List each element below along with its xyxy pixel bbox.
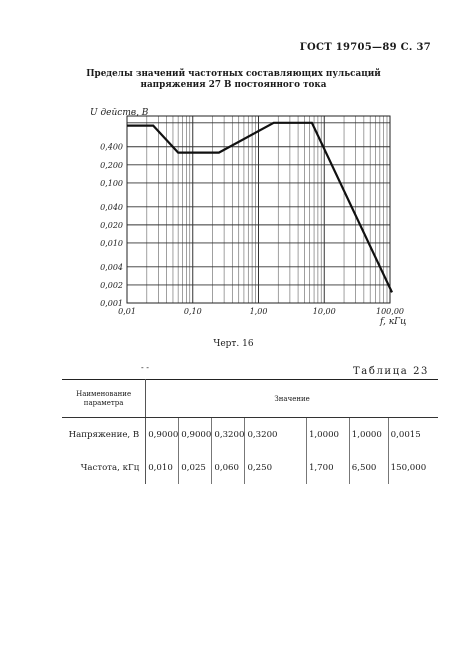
table-cell: 0,3200 (212, 418, 245, 452)
x-tick-labels (118, 307, 404, 316)
table-cell: 0,3200 (245, 418, 307, 452)
x-axis-label: f, кГц (380, 317, 407, 327)
y-tick-label: 0,020 (100, 220, 123, 230)
table-cell: 1,0000 (306, 418, 349, 452)
ripple-limit-chart (0, 0, 467, 330)
table-number: Таблица 23 (353, 366, 429, 377)
table-header-row (62, 380, 438, 418)
x-tick-label: 1,00 (249, 307, 268, 316)
y-tick-label: 0,100 (100, 178, 123, 188)
chart-title-line-2: напряжения 27 В постоянного тока (140, 80, 327, 90)
x-tick-label: 100,00 (376, 307, 404, 316)
table-cell: 1,700 (306, 451, 349, 484)
y-tick-labels (100, 143, 123, 308)
x-tick-label: 10,00 (312, 307, 336, 316)
table-cell: 0,0015 (390, 429, 421, 440)
row-label-frequency: Частота, кГц (62, 451, 146, 484)
y-tick-label: 0,010 (100, 238, 123, 248)
table-row (62, 418, 438, 452)
y-tick-label: 0,400 (100, 142, 123, 152)
y-tick-label: 0,004 (100, 262, 123, 272)
values-table (62, 379, 438, 484)
document-reference: ГОСТ 19705—89 С. 37 (299, 42, 431, 53)
figure-caption: Черт. 16 (213, 339, 254, 349)
x-tick-label: 0,10 (183, 307, 202, 316)
y-tick-label: 0,002 (100, 280, 123, 290)
table-cell: 6,500 (349, 451, 388, 484)
param-header: Наименование параметра (62, 380, 146, 418)
y-tick-label: 0,001 (100, 299, 123, 308)
x-tick-label: 0,01 (118, 307, 136, 316)
table-cell: 0,9000 (146, 418, 179, 452)
row-label-voltage: Напряжение, В (62, 418, 146, 452)
dash-mark: - - (141, 363, 149, 372)
table-cell: 0,250 (245, 451, 307, 484)
y-tick-label: 0,200 (100, 160, 123, 170)
value-header: Значение (146, 380, 438, 418)
table-cell: 150,000 (390, 462, 427, 473)
table-cell: 1,0000 (349, 418, 388, 452)
chart-title-line-1: Пределы значений частотных составляющих пульсаций (86, 69, 381, 79)
y-tick-label: 0,040 (100, 202, 123, 212)
table-row (62, 451, 438, 484)
table-cell: 0,010 (146, 451, 179, 484)
table-cell: 0,025 (179, 451, 212, 484)
y-axis-label: U действ, В (90, 108, 149, 118)
table-cell: 0,9000 (179, 418, 212, 452)
table-cell: 0,060 (212, 451, 245, 484)
grid-minor (147, 116, 387, 303)
